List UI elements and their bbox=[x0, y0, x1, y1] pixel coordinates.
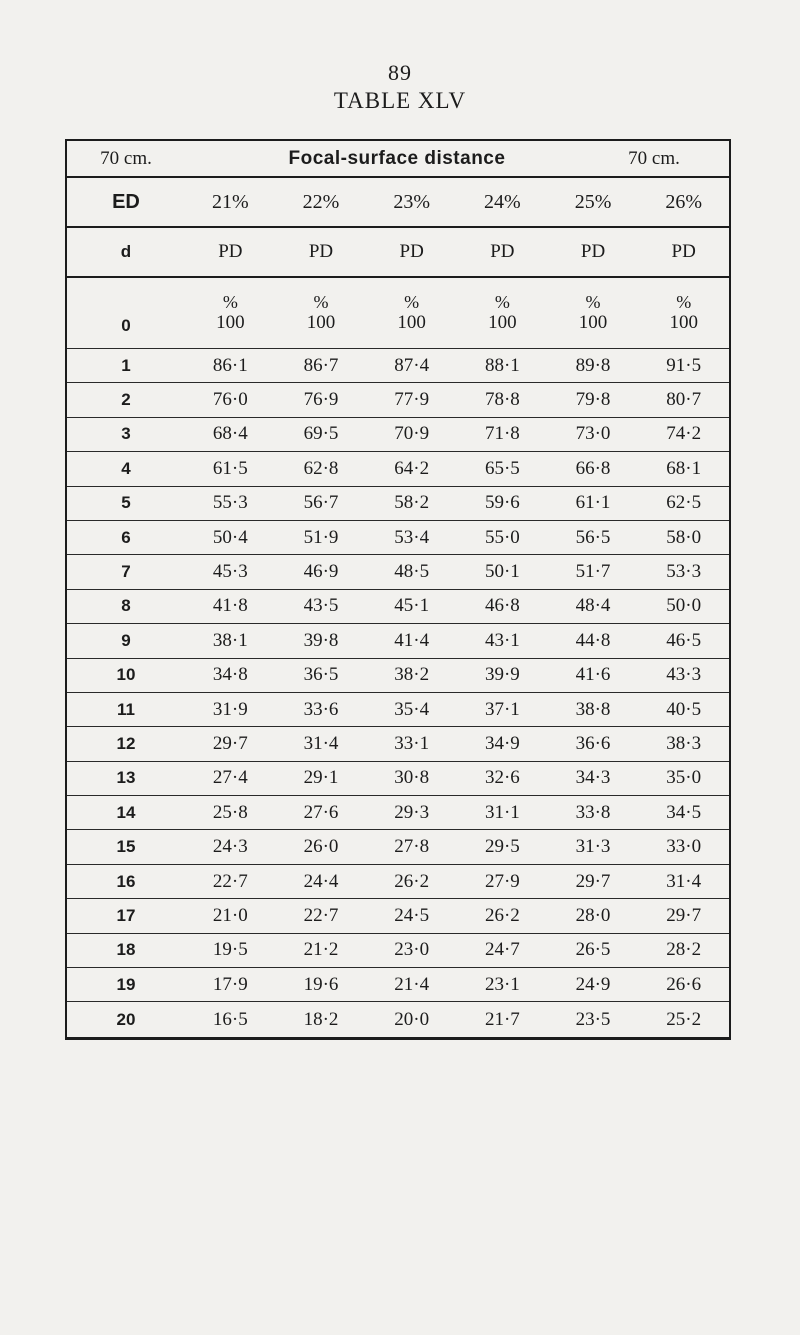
depth-label: 14 bbox=[116, 802, 136, 822]
table-cell: 24·3 bbox=[212, 836, 248, 858]
table-cell bbox=[457, 292, 548, 335]
percent-value: 100 bbox=[306, 312, 336, 334]
table-title: TABLE XLV bbox=[333, 88, 467, 113]
table-cell: 34·3 bbox=[575, 767, 611, 789]
table-cell: 35·0 bbox=[666, 767, 702, 789]
table-row bbox=[67, 830, 729, 864]
table-cell: 21·4 bbox=[394, 973, 430, 995]
table-cell: 48·5 bbox=[394, 561, 430, 583]
table-cell: 31·9 bbox=[212, 698, 248, 720]
table-cell: 41·4 bbox=[394, 629, 430, 651]
depth-label: 6 bbox=[121, 527, 131, 547]
table-cell: 25·8 bbox=[212, 801, 248, 823]
table-cell: 91·5 bbox=[666, 354, 702, 376]
table-cell: 55·0 bbox=[484, 526, 520, 548]
table-cell bbox=[548, 292, 639, 335]
percent-unit: % bbox=[313, 291, 329, 312]
table-cell: 46·5 bbox=[666, 629, 702, 651]
table-cell: 39·9 bbox=[484, 664, 520, 686]
table-cell: 55·3 bbox=[212, 492, 248, 514]
d-row bbox=[67, 228, 729, 278]
header-right-distance: 70 cm. bbox=[628, 147, 680, 169]
table-cell: 76·0 bbox=[212, 389, 248, 411]
depth-label: 19 bbox=[116, 974, 136, 994]
pd-header: PD bbox=[580, 241, 606, 262]
table-cell: 36·5 bbox=[303, 664, 339, 686]
depth-label: 5 bbox=[121, 493, 131, 513]
table-row bbox=[67, 693, 729, 727]
table-row bbox=[67, 349, 729, 383]
table-cell: 58·2 bbox=[394, 492, 430, 514]
depth-label: 3 bbox=[121, 424, 131, 444]
table-cell: 38·3 bbox=[666, 732, 702, 754]
table-cell: 86·7 bbox=[303, 354, 339, 376]
percent-unit: % bbox=[585, 291, 601, 312]
table-cell: 34·5 bbox=[666, 801, 702, 823]
table-row bbox=[67, 762, 729, 796]
table-cell: 29·3 bbox=[394, 801, 430, 823]
table-cell: 26·6 bbox=[666, 973, 702, 995]
table-cell: 16·5 bbox=[212, 1008, 248, 1030]
table-row bbox=[67, 796, 729, 830]
table-cell: 25·2 bbox=[666, 1008, 702, 1030]
table-cell: 40·5 bbox=[666, 698, 702, 720]
depth-label: 1 bbox=[121, 355, 131, 375]
table-row bbox=[67, 934, 729, 968]
table-cell: 44·8 bbox=[575, 629, 611, 651]
ed-label: ED bbox=[112, 190, 140, 213]
table-cell: 19·6 bbox=[303, 973, 339, 995]
table-cell: 38·1 bbox=[212, 629, 248, 651]
table-cell: 43·5 bbox=[303, 595, 339, 617]
table-cell: 23·1 bbox=[484, 973, 520, 995]
table-cell: 27·4 bbox=[212, 767, 248, 789]
table-cell: 29·7 bbox=[212, 732, 248, 754]
table-cell: 34·9 bbox=[484, 732, 520, 754]
header-focal-surface-distance: Focal-surface distance bbox=[288, 147, 506, 169]
depth-label: 20 bbox=[116, 1009, 136, 1029]
table-cell: 37·1 bbox=[484, 698, 520, 720]
table-cell: 26·0 bbox=[303, 836, 339, 858]
pd-header: PD bbox=[399, 241, 424, 262]
table-cell bbox=[638, 292, 729, 335]
table-cell: 80·7 bbox=[666, 389, 702, 411]
depth-label: 13 bbox=[116, 768, 136, 788]
table-cell: 79·8 bbox=[575, 389, 611, 411]
table-cell: 24·5 bbox=[394, 904, 430, 926]
percent-unit: % bbox=[676, 291, 692, 312]
depth-label: 2 bbox=[121, 390, 131, 410]
table-cell: 31·4 bbox=[303, 732, 339, 754]
table-row bbox=[67, 383, 729, 417]
table-cell: 68·4 bbox=[212, 423, 248, 445]
table-cell bbox=[366, 292, 457, 335]
table-cell: 50·1 bbox=[484, 561, 520, 583]
table-cell: 43·3 bbox=[666, 664, 702, 686]
table-cell: 35·4 bbox=[394, 698, 430, 720]
table-cell: 24·4 bbox=[303, 870, 339, 892]
table-cell: 45·1 bbox=[394, 595, 430, 617]
table-cell: 31·3 bbox=[575, 836, 611, 858]
table-cell: 31·1 bbox=[484, 801, 520, 823]
ed-value: 25% bbox=[574, 190, 612, 213]
zero-depth-row bbox=[67, 278, 729, 349]
table-cell: 56·7 bbox=[303, 492, 339, 514]
depth-label: 9 bbox=[121, 630, 131, 650]
table-cell bbox=[276, 292, 367, 335]
table-cell: 53·4 bbox=[394, 526, 430, 548]
table-cell: 29·7 bbox=[666, 904, 702, 926]
ed-value: 26% bbox=[665, 190, 703, 213]
table-cell: 41·6 bbox=[575, 664, 611, 686]
table-cell: 70·9 bbox=[394, 423, 430, 445]
table-cell: 68·1 bbox=[666, 457, 702, 479]
table-cell: 64·2 bbox=[394, 457, 430, 479]
table-cell: 71·8 bbox=[484, 423, 520, 445]
table-cell: 29·5 bbox=[484, 836, 520, 858]
table-cell: 28·2 bbox=[666, 939, 702, 961]
table-cell: 46·8 bbox=[484, 595, 520, 617]
table-cell: 21·7 bbox=[484, 1008, 520, 1030]
ed-value: 22% bbox=[302, 190, 340, 213]
ed-row bbox=[67, 178, 729, 228]
table-cell: 33·0 bbox=[666, 836, 702, 858]
table-cell: 19·5 bbox=[212, 939, 248, 961]
table-cell: 46·9 bbox=[303, 561, 339, 583]
table-cell: 61·1 bbox=[575, 492, 611, 514]
pd-header: PD bbox=[671, 241, 696, 262]
table-cell: 65·5 bbox=[484, 457, 520, 479]
depth-label: 10 bbox=[116, 665, 136, 685]
table-cell: 87·4 bbox=[394, 354, 430, 376]
table-cell: 39·8 bbox=[303, 629, 339, 651]
table-cell: 29·1 bbox=[303, 767, 339, 789]
depth-label: 4 bbox=[121, 458, 131, 478]
table-cell: 22·7 bbox=[303, 904, 339, 926]
table-cell: 24·7 bbox=[484, 939, 520, 961]
table-cell: 38·8 bbox=[575, 698, 611, 720]
table-row bbox=[67, 624, 729, 658]
table-cell: 56·5 bbox=[575, 526, 611, 548]
table-cell bbox=[185, 292, 276, 335]
table-row bbox=[67, 659, 729, 693]
depth-label: 12 bbox=[116, 733, 136, 753]
pd-header: PD bbox=[308, 241, 334, 262]
table-cell: 73·0 bbox=[575, 423, 611, 445]
table-cell: 38·2 bbox=[394, 664, 430, 686]
table-cell: 86·1 bbox=[212, 354, 248, 376]
table-cell: 33·1 bbox=[394, 732, 430, 754]
table-cell: 26·2 bbox=[484, 904, 520, 926]
table-cell: 77·9 bbox=[394, 389, 430, 411]
table-cell: 32·6 bbox=[484, 767, 520, 789]
table-cell: 29·7 bbox=[575, 870, 611, 892]
table-row bbox=[67, 521, 729, 555]
table-row bbox=[67, 865, 729, 899]
table-cell: 45·3 bbox=[212, 561, 248, 583]
depth-label: 17 bbox=[116, 905, 136, 925]
table-cell: 26·2 bbox=[394, 870, 430, 892]
table-row bbox=[67, 418, 729, 452]
table-cell: 24·9 bbox=[575, 973, 611, 995]
percent-unit: % bbox=[222, 291, 238, 312]
percent-value: 100 bbox=[488, 312, 517, 334]
pd-header: PD bbox=[218, 241, 243, 262]
table-cell: 28·0 bbox=[575, 904, 611, 926]
table-cell: 36·6 bbox=[575, 732, 611, 754]
table-cell: 50·0 bbox=[666, 595, 702, 617]
table-row bbox=[67, 452, 729, 486]
table-cell: 74·2 bbox=[666, 423, 702, 445]
table-cell: 69·5 bbox=[303, 423, 339, 445]
table-row bbox=[67, 899, 729, 933]
percent-unit: % bbox=[404, 291, 420, 312]
page-number: 89 bbox=[388, 60, 412, 85]
table-cell: 18·2 bbox=[303, 1008, 339, 1030]
table-cell: 43·1 bbox=[484, 629, 520, 651]
table-cell: 41·8 bbox=[212, 595, 248, 617]
percent-value: 100 bbox=[216, 312, 245, 334]
depth-label: 16 bbox=[116, 871, 136, 891]
depth-label: 7 bbox=[121, 562, 131, 582]
table-cell: 62·8 bbox=[303, 457, 339, 479]
depth-label: 18 bbox=[116, 940, 136, 960]
ed-value: 24% bbox=[484, 190, 521, 213]
ed-value: 21% bbox=[212, 190, 249, 213]
table-cell: 48·4 bbox=[575, 595, 611, 617]
percent-unit: % bbox=[494, 291, 510, 312]
pd-header: PD bbox=[490, 241, 515, 262]
table-cell: 76·9 bbox=[303, 389, 339, 411]
table-cell: 21·0 bbox=[212, 904, 248, 926]
table-cell: 61·5 bbox=[212, 457, 248, 479]
table-cell: 34·8 bbox=[212, 664, 248, 686]
table-cell: 33·8 bbox=[575, 801, 611, 823]
table-row bbox=[67, 487, 729, 521]
percent-value: 100 bbox=[578, 312, 608, 334]
table-cell: 23·5 bbox=[575, 1008, 611, 1030]
table-cell: 27·6 bbox=[303, 801, 339, 823]
header-left-distance: 70 cm. bbox=[100, 147, 152, 169]
table-cell: 22·7 bbox=[212, 870, 248, 892]
table-cell: 23·0 bbox=[394, 939, 430, 961]
table-row bbox=[67, 1002, 729, 1036]
table-cell: 50·4 bbox=[212, 526, 248, 548]
percent-value: 100 bbox=[669, 312, 698, 334]
data-rows bbox=[67, 349, 729, 1037]
table-row bbox=[67, 590, 729, 624]
table-cell: 26·5 bbox=[575, 939, 611, 961]
depth-label: 15 bbox=[116, 837, 136, 857]
table-cell: 88·1 bbox=[484, 354, 520, 376]
table-cell: 66·8 bbox=[575, 457, 611, 479]
table-header-row bbox=[67, 141, 729, 178]
table-row bbox=[67, 555, 729, 589]
table-cell: 78·8 bbox=[484, 389, 520, 411]
table-cell: 89·8 bbox=[575, 354, 611, 376]
table-cell: 58·0 bbox=[666, 526, 702, 548]
table-cell: 30·8 bbox=[394, 767, 430, 789]
d-label: d bbox=[120, 242, 132, 261]
table-cell: 20·0 bbox=[394, 1008, 430, 1030]
table-cell: 59·6 bbox=[484, 492, 520, 514]
depth-label: 8 bbox=[121, 596, 131, 616]
table-cell: 33·6 bbox=[303, 698, 339, 720]
table-cell: 21·2 bbox=[303, 939, 339, 961]
table-cell: 51·9 bbox=[303, 526, 339, 548]
data-table bbox=[65, 139, 731, 1040]
table-cell: 31·4 bbox=[666, 870, 702, 892]
table-cell: 27·9 bbox=[484, 870, 520, 892]
ed-value: 23% bbox=[393, 190, 431, 213]
percent-value: 100 bbox=[397, 312, 426, 334]
table-cell: 62·5 bbox=[666, 492, 702, 514]
depth-label: 11 bbox=[117, 699, 135, 719]
table-row bbox=[67, 727, 729, 761]
depth-label: 0 bbox=[121, 316, 131, 336]
table-cell: 27·8 bbox=[394, 836, 430, 858]
table-cell: 17·9 bbox=[212, 973, 248, 995]
table-row bbox=[67, 968, 729, 1002]
table-cell: 53·3 bbox=[666, 561, 702, 583]
table-cell: 51·7 bbox=[575, 561, 611, 583]
